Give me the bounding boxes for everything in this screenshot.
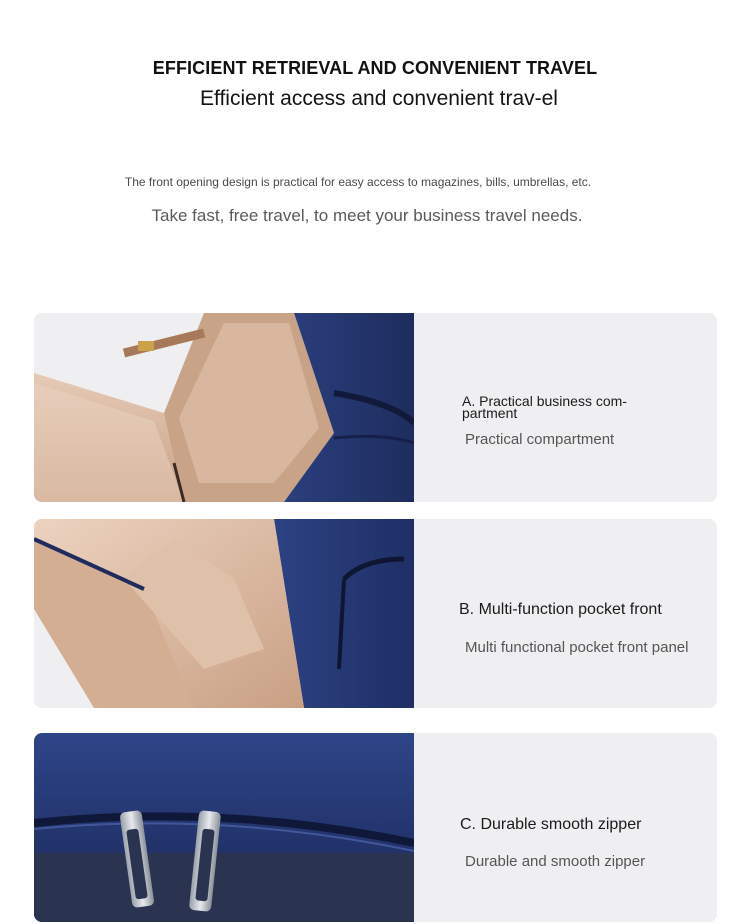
section-subheading: Efficient access and convenient trav-el (200, 87, 558, 110)
feature-title: A. Practical business com-partment (462, 393, 627, 421)
section-heading: EFFICIENT RETRIEVAL AND CONVENIENT TRAVEL (152, 58, 598, 78)
feature-card-compartment (34, 313, 717, 502)
section-note-large: Take fast, free travel, to meet your business travel needs. (151, 206, 583, 225)
feature-card-zipper (34, 733, 717, 922)
front-pocket-photo (34, 519, 414, 708)
feature-description: Practical compartment (465, 431, 615, 448)
feature-description: Durable and smooth zipper (465, 853, 646, 870)
zipper-pullers-photo (34, 733, 414, 922)
feature-title: C. Durable smooth zipper (460, 816, 642, 833)
feature-title: B. Multi-function pocket front (459, 601, 662, 618)
feature-card-pocket (34, 519, 717, 708)
section-note-small: The front opening design is practical for easy access to magazines, bills, umbrellas, etc. (124, 175, 592, 189)
feature-description: Multi functional pocket front panel (465, 639, 689, 656)
open-compartment-photo (34, 313, 414, 502)
